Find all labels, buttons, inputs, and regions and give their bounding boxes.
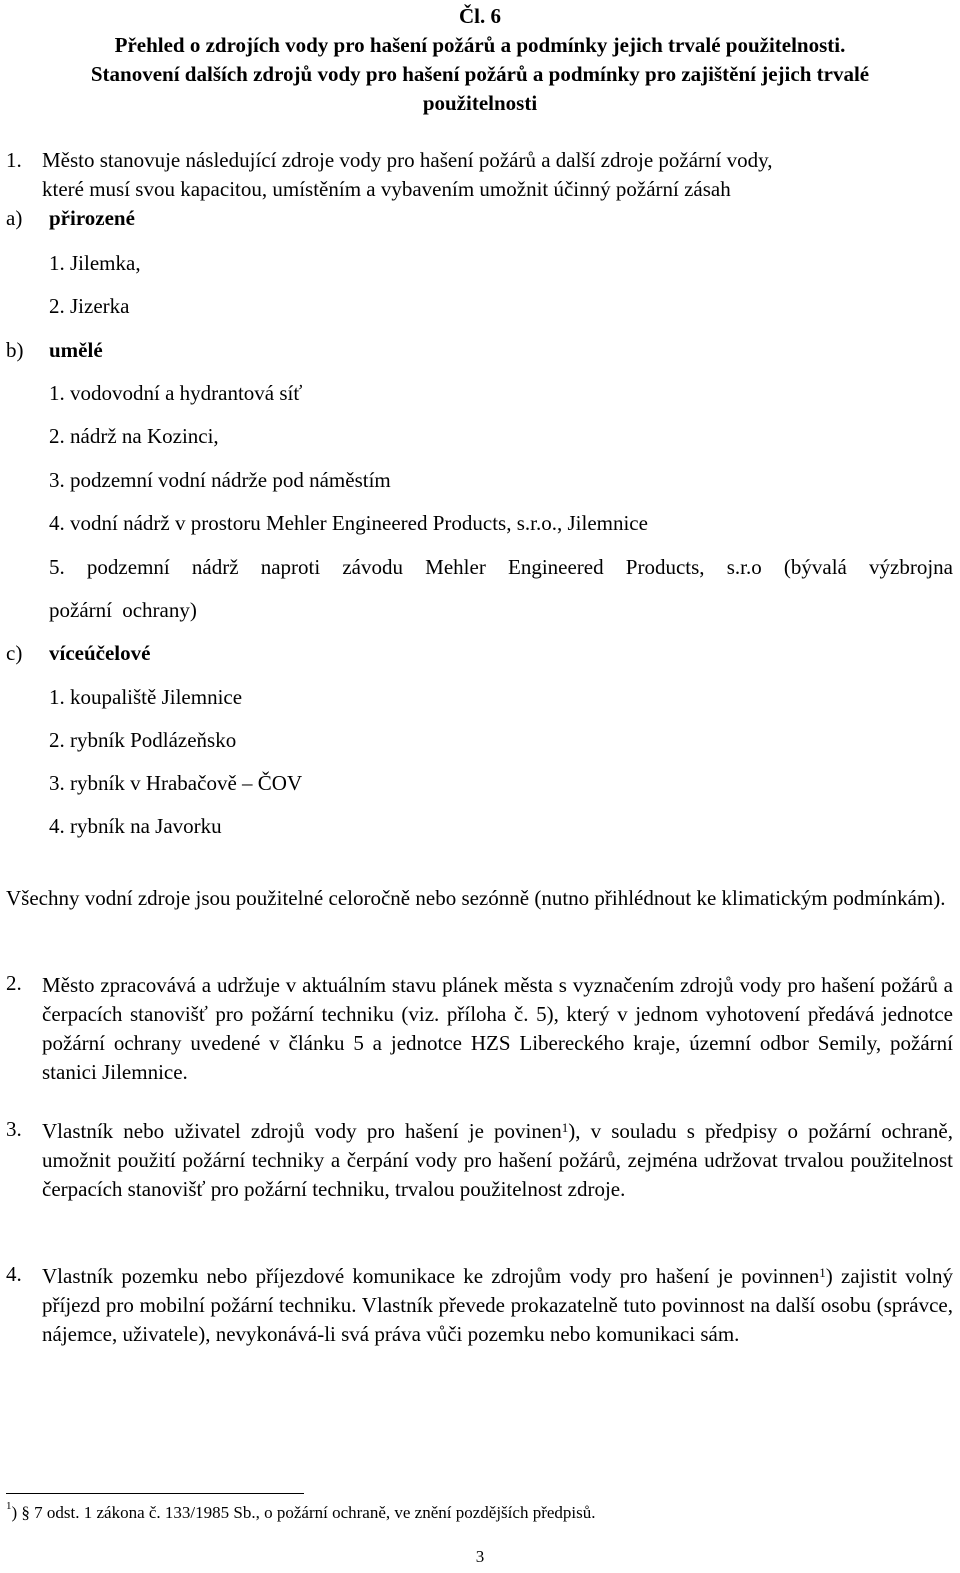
list-item-continuation: požární ochrany) — [49, 598, 197, 622]
water-sources-note: Všechny vodní zdroje jsou použitelné celoročně nebo sezónně (nutno přihlédnout ke klimatickým podmínkám). — [6, 886, 946, 910]
paragraph-3-number: 3. — [6, 1117, 22, 1141]
paragraph-4-number: 4. — [6, 1262, 22, 1286]
footnote: $^1$) § 7 odst. 1 zákona č. 133/1985 Sb., o požární ochraně, ve znění pozdějších předpisů. — [6, 1500, 596, 1522]
category-b-letter: b) — [6, 338, 24, 362]
list-item: 2. rybník Podlázeňsko — [49, 728, 237, 752]
list-item: 2. nádrž na Kozinci, — [49, 424, 219, 448]
paragraph-2-text: Město zpracovává a udržuje v aktuálním stavu plánek města s vyznačením zdrojů vody pro hašení požárů a čerpacích stanovišť pro požární techniku (viz. příloha č. 5), který v jednom vyhotovení předává jednotce požární ochrany uvedené v článku 5 a jednotce HZS Libereckého kraje, územní odbor Semily, požární stanici Jilemnice. — [42, 973, 953, 1084]
paragraph-2-number: 2. — [6, 971, 22, 995]
title-line-1: Přehled o zdrojích vody pro hašení požárů a podmínky jejich trvalé použitelnosti. — [114, 33, 846, 57]
list-item: 1. Jilemka, — [49, 251, 141, 275]
list-item: 3. rybník v Hrabačově – ČOV — [49, 771, 303, 795]
category-a-label: přirozené — [49, 206, 135, 230]
category-c-letter: c) — [6, 641, 23, 665]
paragraph-1-line-2: které musí svou kapacitou, umístěním a vybavením umožnit účinný požární zásah — [42, 177, 731, 201]
page-number: 3 — [475, 1547, 485, 1566]
list-item: 1. vodovodní a hydrantová síť — [49, 381, 303, 405]
article-number: Čl. 6 — [459, 4, 501, 28]
list-item: 5. podzemní nádrž naproti závodu Mehler Engineered Products, s.r.o (bývalá výzbrojna — [49, 555, 953, 579]
list-item: 4. vodní nádrž v prostoru Mehler Engineered Products, s.r.o., Jilemnice — [49, 511, 648, 535]
category-a-letter: a) — [6, 206, 23, 230]
footnote-reference: 1 — [819, 1265, 826, 1280]
paragraph-3-text: Vlastník nebo uživatel zdrojů vody pro hašení je povinen$^1$), v souladu s předpisy o požární ochraně, umožnit použití požární techniky a čerpání vody pro hašení požárů, zejména udržovat trvalou použitelnost čerpacích stanovišť pro požární techniku, trvalou použitelnost zdroje. — [42, 1119, 953, 1201]
list-item: 4. rybník na Javorku — [49, 814, 222, 838]
list-item: 1. koupaliště Jilemnice — [49, 685, 243, 709]
category-c-label: víceúčelové — [49, 641, 151, 665]
list-item: 2. Jizerka — [49, 294, 130, 318]
paragraph-1-line-1: Město stanovuje následující zdroje vody pro hašení požárů a další zdroje požární vody, — [42, 148, 773, 172]
title-line-3: použitelnosti — [422, 91, 538, 115]
paragraph-4-text: Vlastník pozemku nebo příjezdové komunikace ke zdrojům vody pro hašení je povinnen$^1$) zajistit volný příjezd pro mobilní požární techniku. Vlastník převede prokazatelně tuto povinnost na další osobu (správce, nájemce, uživatele), nevykonává-li svá práva vůči pozemku nebo komunikaci sám. — [42, 1264, 953, 1346]
footnote-reference: 1 — [561, 1120, 569, 1135]
category-b-label: umělé — [49, 338, 103, 362]
footnote-separator — [6, 1493, 304, 1494]
title-line-2: Stanovení dalších zdrojů vody pro hašení požárů a podmínky pro zajištění jejich trvalé — [90, 62, 870, 86]
paragraph-1-number: 1. — [6, 148, 22, 172]
list-item: 3. podzemní vodní nádrže pod náměstím — [49, 468, 391, 492]
